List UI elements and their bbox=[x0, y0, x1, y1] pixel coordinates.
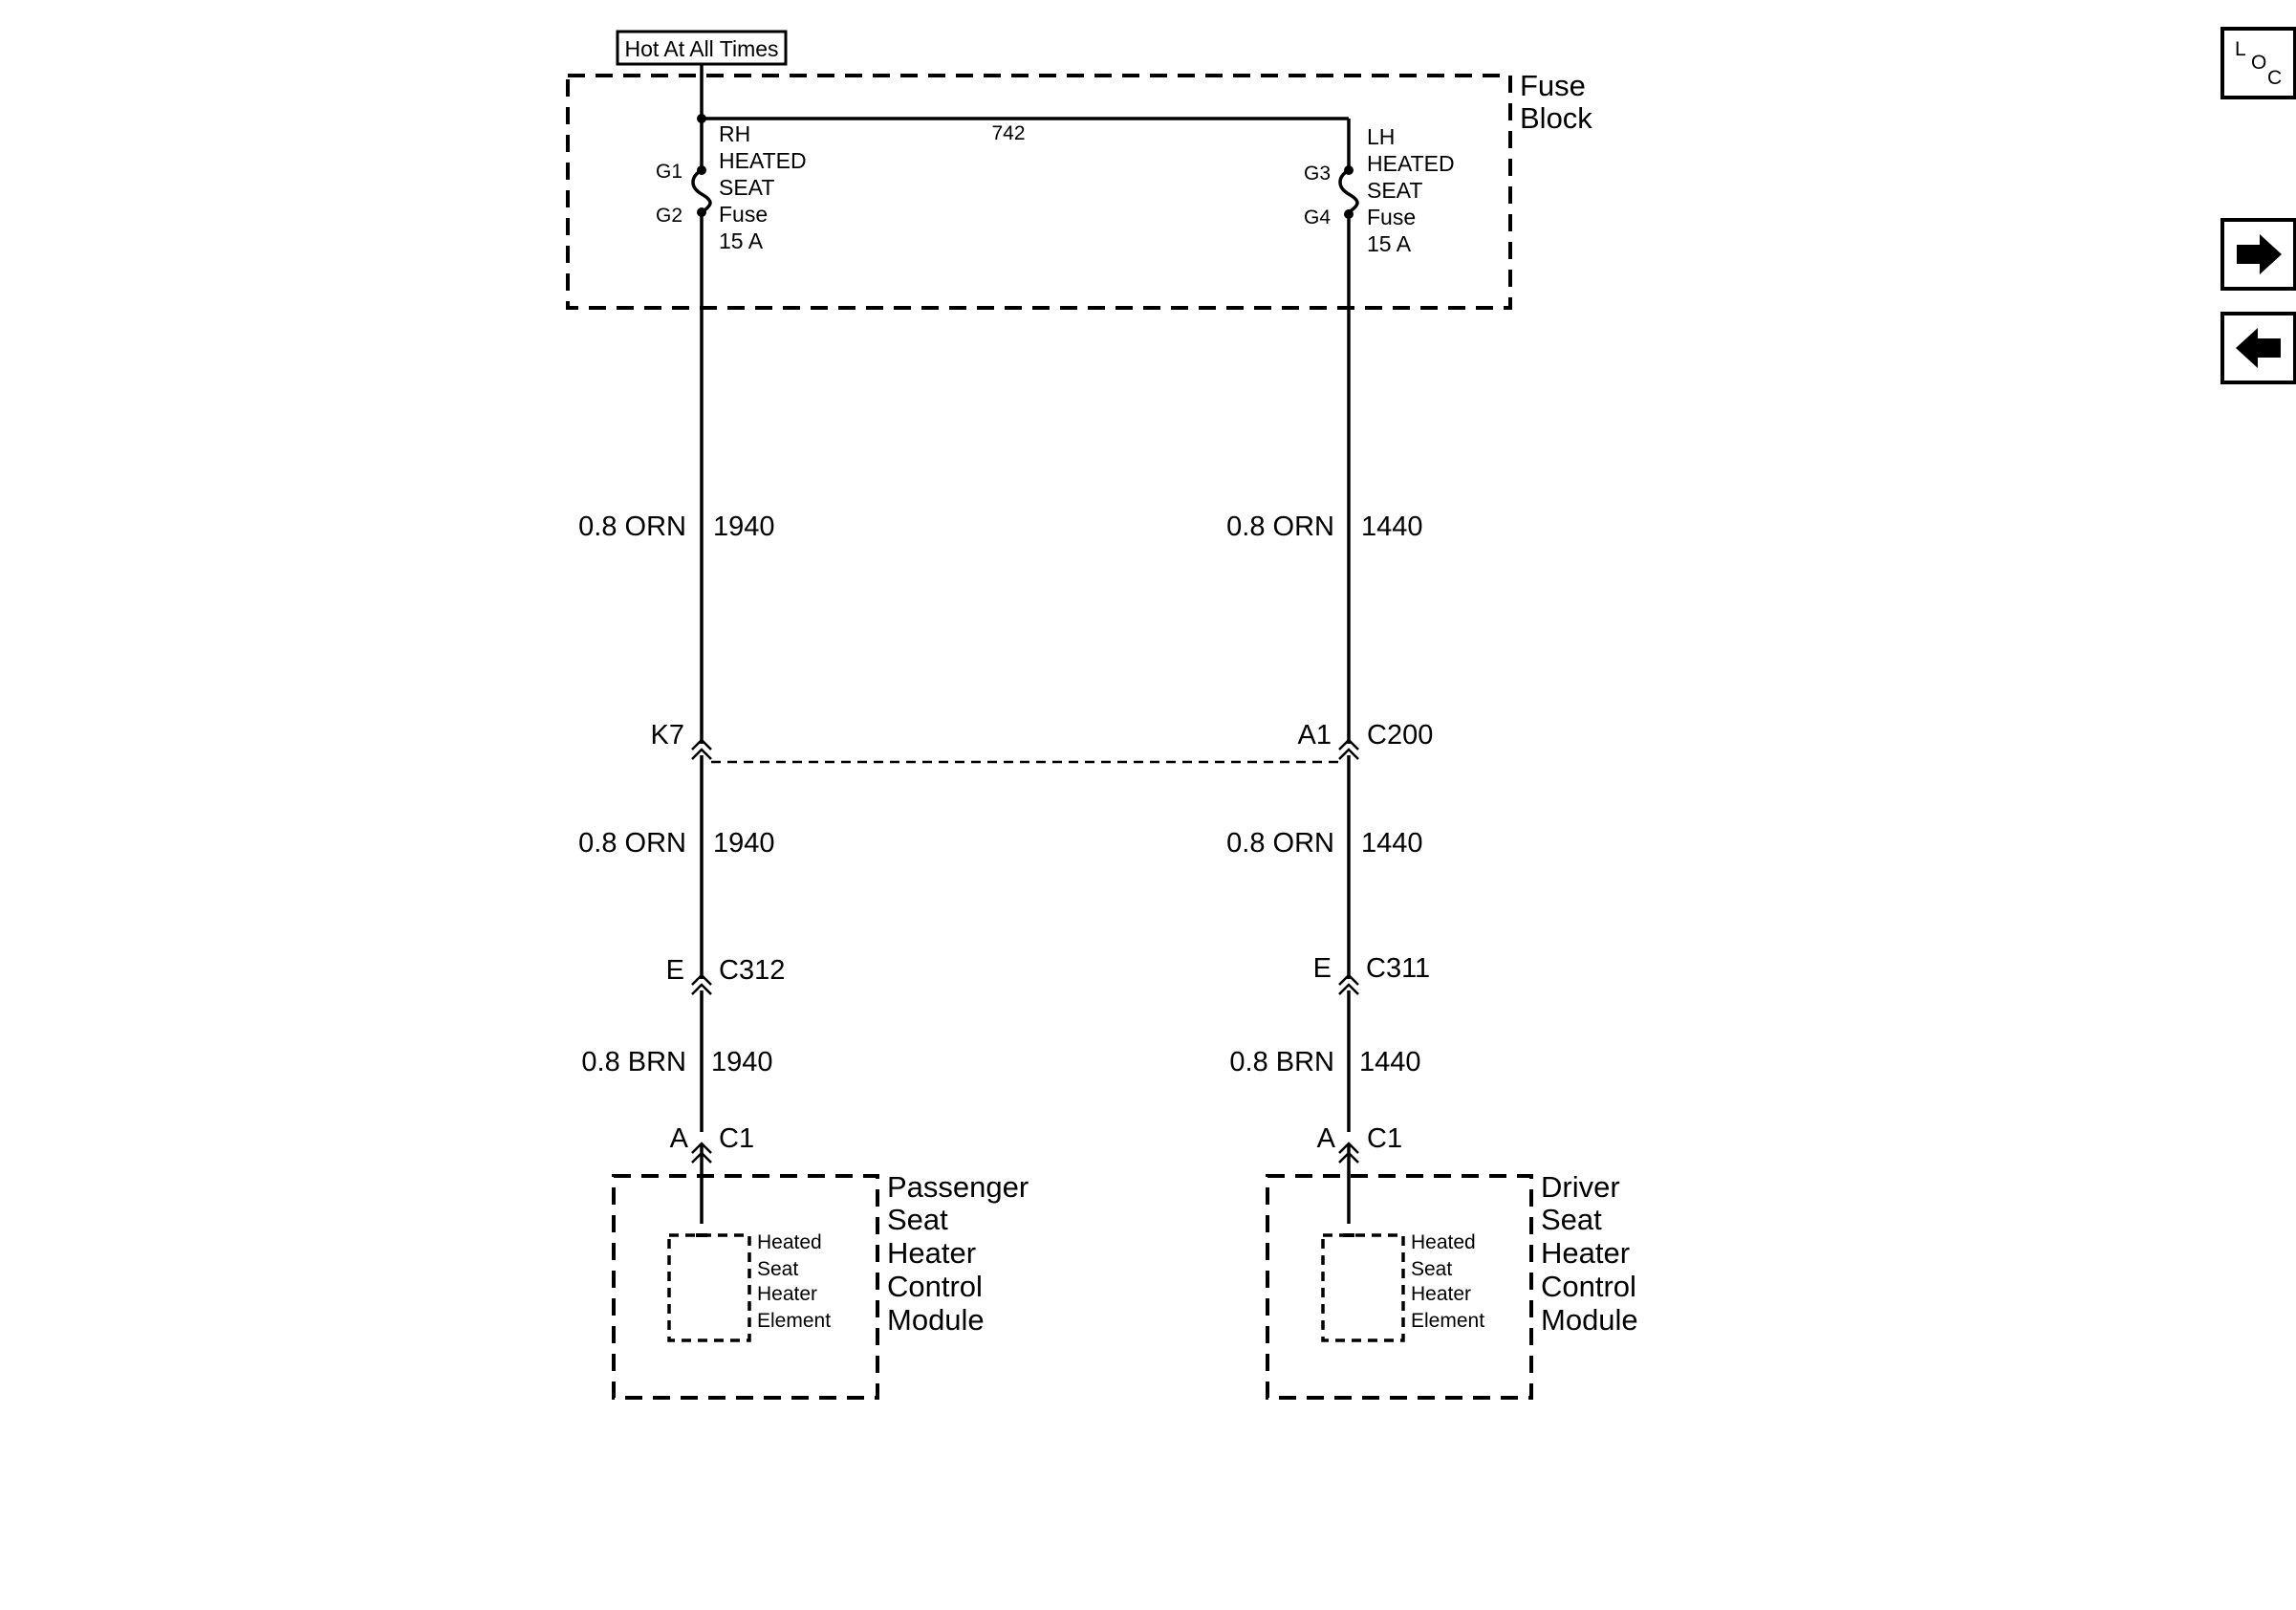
bus-circuit-label: 742 bbox=[991, 122, 1026, 144]
loc-button[interactable] bbox=[2222, 29, 2295, 98]
next-page-button[interactable] bbox=[2222, 220, 2295, 289]
passenger-element-label-4: Element bbox=[757, 1310, 832, 1332]
right-module-pin: A bbox=[1316, 1123, 1335, 1154]
right-wire2-circuit: 1440 bbox=[1361, 828, 1423, 859]
driver-module-label-4: Control bbox=[1541, 1270, 1636, 1303]
c311-label: C311 bbox=[1366, 953, 1431, 984]
passenger-element-label-2: Seat bbox=[757, 1258, 799, 1280]
passenger-element-label-1: Heated bbox=[757, 1231, 822, 1253]
passenger-module-label-1: Passenger bbox=[887, 1170, 1029, 1204]
passenger-module-outline bbox=[614, 1176, 877, 1398]
driver-module-outline bbox=[1267, 1176, 1531, 1398]
driver-element-label-4: Element bbox=[1411, 1310, 1485, 1332]
left-wire1-circuit: 1940 bbox=[713, 511, 775, 542]
right-wire2-gauge: 0.8 ORN bbox=[1226, 828, 1334, 859]
rh-fuse-symbol bbox=[693, 170, 710, 212]
driver-module-label-3: Heater bbox=[1541, 1236, 1631, 1270]
right-wire1-circuit: 1440 bbox=[1361, 511, 1423, 542]
lh-fuse-pin-bottom: G4 bbox=[1303, 207, 1331, 228]
driver-module-label-1: Driver bbox=[1541, 1170, 1620, 1204]
rh-fuse-label-1: RH bbox=[719, 121, 751, 146]
lh-fuse-label-3: SEAT bbox=[1367, 178, 1423, 203]
passenger-module-label-2: Seat bbox=[887, 1203, 948, 1236]
loc-letter-c: C bbox=[2267, 67, 2283, 89]
passenger-element-label-3: Heater bbox=[757, 1283, 818, 1305]
lh-fuse-label-5: 15 A bbox=[1367, 231, 1412, 256]
lh-fuse-label-2: HEATED bbox=[1367, 151, 1455, 176]
lh-fuse-pin-top: G3 bbox=[1303, 163, 1331, 185]
driver-element-label-3: Heater bbox=[1411, 1283, 1472, 1305]
c200-label: C200 bbox=[1367, 720, 1434, 751]
driver-element-label-1: Heated bbox=[1411, 1231, 1476, 1253]
c312-pin: E bbox=[665, 955, 684, 986]
left-wire2-gauge: 0.8 ORN bbox=[578, 828, 686, 859]
lh-fuse-pin-top-dot bbox=[1344, 165, 1354, 175]
left-module-connector: C1 bbox=[719, 1123, 755, 1154]
c312-label: C312 bbox=[719, 955, 786, 986]
fuse-block-label-2: Block bbox=[1520, 101, 1592, 135]
loc-letter-o: O bbox=[2251, 52, 2267, 74]
left-wire1-gauge: 0.8 ORN bbox=[578, 511, 686, 542]
right-c200-pin: A1 bbox=[1297, 720, 1332, 751]
loc-letter-l: L bbox=[2235, 38, 2246, 60]
right-module-connector: C1 bbox=[1367, 1123, 1403, 1154]
left-module-pin: A bbox=[669, 1123, 688, 1154]
driver-element-label-2: Seat bbox=[1411, 1258, 1453, 1280]
lh-fuse-label-1: LH bbox=[1367, 124, 1396, 149]
lh-fuse-symbol bbox=[1340, 170, 1357, 212]
rh-fuse-label-2: HEATED bbox=[719, 148, 807, 173]
driver-heater-element bbox=[1323, 1235, 1403, 1340]
fuse-block-label-1: Fuse bbox=[1520, 69, 1586, 102]
driver-module-label-2: Seat bbox=[1541, 1203, 1602, 1236]
passenger-module-label-3: Heater bbox=[887, 1236, 977, 1270]
passenger-module-label-5: Module bbox=[887, 1303, 985, 1337]
rh-fuse-pin-top: G1 bbox=[655, 161, 682, 183]
rh-fuse-label-4: Fuse bbox=[719, 202, 769, 227]
c311-pin: E bbox=[1312, 953, 1332, 984]
rh-fuse-label-3: SEAT bbox=[719, 175, 775, 200]
power-source-label: Hot At All Times bbox=[624, 36, 779, 61]
rh-fuse-label-5: 15 A bbox=[719, 228, 764, 253]
left-wire3-gauge: 0.8 BRN bbox=[581, 1047, 686, 1077]
lh-fuse-label-4: Fuse bbox=[1367, 205, 1417, 229]
left-wire3-circuit: 1940 bbox=[711, 1047, 773, 1077]
passenger-heater-element bbox=[669, 1235, 749, 1340]
right-wire3-gauge: 0.8 BRN bbox=[1229, 1047, 1334, 1077]
rh-fuse-pin-bottom: G2 bbox=[655, 205, 682, 227]
left-wire2-circuit: 1940 bbox=[713, 828, 775, 859]
rh-fuse-pin-top-dot bbox=[697, 165, 706, 175]
previous-page-button[interactable] bbox=[2222, 314, 2295, 382]
right-wire3-circuit: 1440 bbox=[1359, 1047, 1421, 1077]
left-c200-pin: K7 bbox=[650, 720, 684, 751]
passenger-module-label-4: Control bbox=[887, 1270, 983, 1303]
driver-module-label-5: Module bbox=[1541, 1303, 1638, 1337]
right-wire1-gauge: 0.8 ORN bbox=[1226, 511, 1334, 542]
